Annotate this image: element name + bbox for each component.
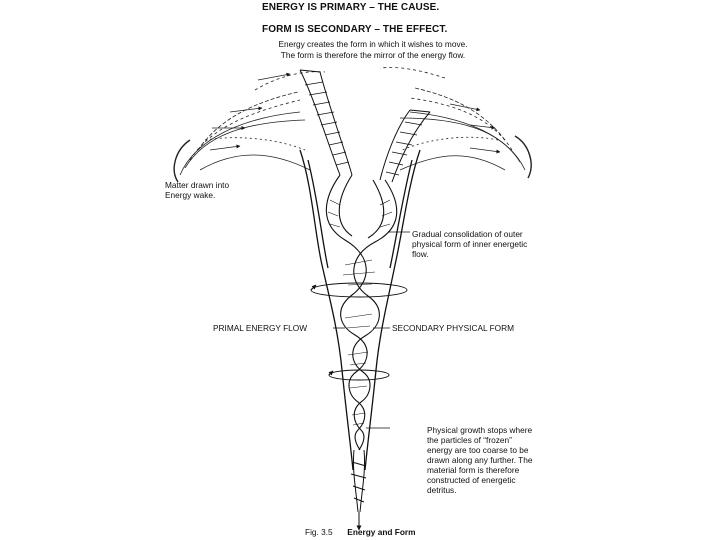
annotation-matter [165, 180, 229, 200]
label-primal-energy-flow: PRIMAL ENERGY FLOW [213, 323, 308, 333]
matter-line1: Matter drawn into [165, 180, 230, 190]
growth-line7: detritus. [427, 485, 457, 495]
growth-line5: material form is therefore [427, 465, 520, 475]
growth-line6: constructed of energetic [427, 475, 516, 485]
figure-caption [305, 527, 416, 537]
outer-physical-form [300, 150, 420, 470]
annotation-physical-growth [427, 425, 532, 495]
right-energy-fan [380, 67, 531, 178]
gradual-line1: Gradual consolidation of outer [412, 229, 523, 239]
growth-line2: the particles of “frozen” [427, 435, 512, 445]
annotation-gradual-consolidation [412, 229, 527, 259]
gradual-line3: flow. [412, 249, 429, 259]
header-subtitle [233, 39, 513, 61]
growth-line1: Physical growth stops where [427, 425, 533, 435]
matter-line2: Energy wake. [165, 190, 216, 200]
subtitle-line2: The form is therefore the mirror of the energy flow. [280, 50, 466, 60]
left-energy-fan [174, 72, 325, 182]
header-title-line2: FORM IS SECONDARY – THE EFFECT. [262, 24, 448, 35]
braided-helix [326, 175, 396, 450]
subtitle-line1: Energy creates the form in which it wishes to move. [278, 39, 468, 49]
tail-detritus [351, 450, 366, 530]
header-title-line1: ENERGY IS PRIMARY – THE CAUSE. [262, 2, 440, 13]
upper-rope-hatching [305, 82, 422, 175]
figure-number: Fig. 3.5 [305, 527, 333, 537]
figure-title: Energy and Form [347, 527, 416, 537]
growth-line4: drawn along any further. The [427, 455, 533, 465]
growth-line3: energy are too coarse to be [427, 445, 529, 455]
helix-hatching [328, 200, 392, 425]
gradual-line2: physical form of inner energetic [412, 239, 528, 249]
label-secondary-physical-form: SECONDARY PHYSICAL FORM [392, 323, 515, 333]
